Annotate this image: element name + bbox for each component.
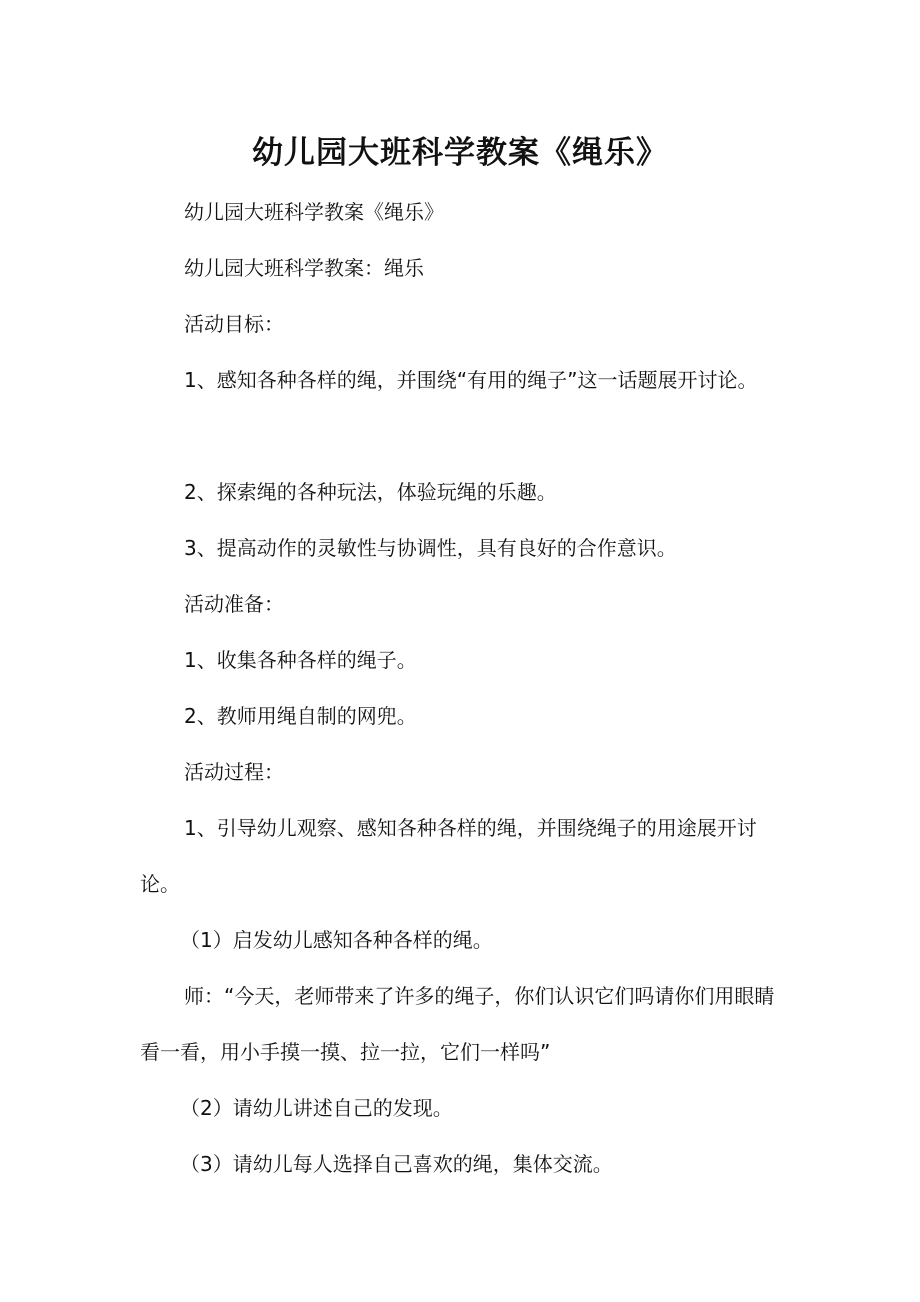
paragraph-goals-heading: 活动目标： xyxy=(184,312,284,336)
paragraph-teacher-quote: 师：“今天，老师带来了许多的绳子，你们认识它们吗请你们用眼睛看一看，用小手摸一摸、拉一拉，它们一样吗” xyxy=(140,984,775,1064)
paragraph-process-1-3: （3）请幼儿每人选择自己喜欢的绳，集体交流。 xyxy=(180,1152,613,1176)
paragraph-process-heading: 活动过程： xyxy=(184,760,284,784)
paragraph-process-1: 1、引导幼儿观察、感知各种各样的绳，并围绕绳子的用途展开讨论。 xyxy=(140,816,757,896)
paragraph-process-1-2: （2）请幼儿讲述自己的发现。 xyxy=(180,1096,453,1120)
paragraph-prep-1: 1、收集各种各样的绳子。 xyxy=(184,648,417,672)
document-title: 幼儿园大班科学教案《绳乐》 xyxy=(252,134,668,171)
paragraph-heading: 幼儿园大班科学教案：绳乐 xyxy=(184,256,424,280)
paragraph-goal-1: 1、感知各种各样的绳，并围绕“有用的绳子”这一话题展开讨论。 xyxy=(184,368,758,392)
paragraph-goal-3: 3、提高动作的灵敏性与协调性，具有良好的合作意识。 xyxy=(184,536,677,560)
paragraph-prep-2: 2、教师用绳自制的网兜。 xyxy=(184,704,417,728)
paragraph-prep-heading: 活动准备： xyxy=(184,592,284,616)
paragraph-goal-2: 2、探索绳的各种玩法，体验玩绳的乐趣。 xyxy=(184,480,557,504)
paragraph-subtitle: 幼儿园大班科学教案《绳乐》 xyxy=(184,200,444,224)
paragraph-process-1-1: （1）启发幼儿感知各种各样的绳。 xyxy=(180,928,493,952)
